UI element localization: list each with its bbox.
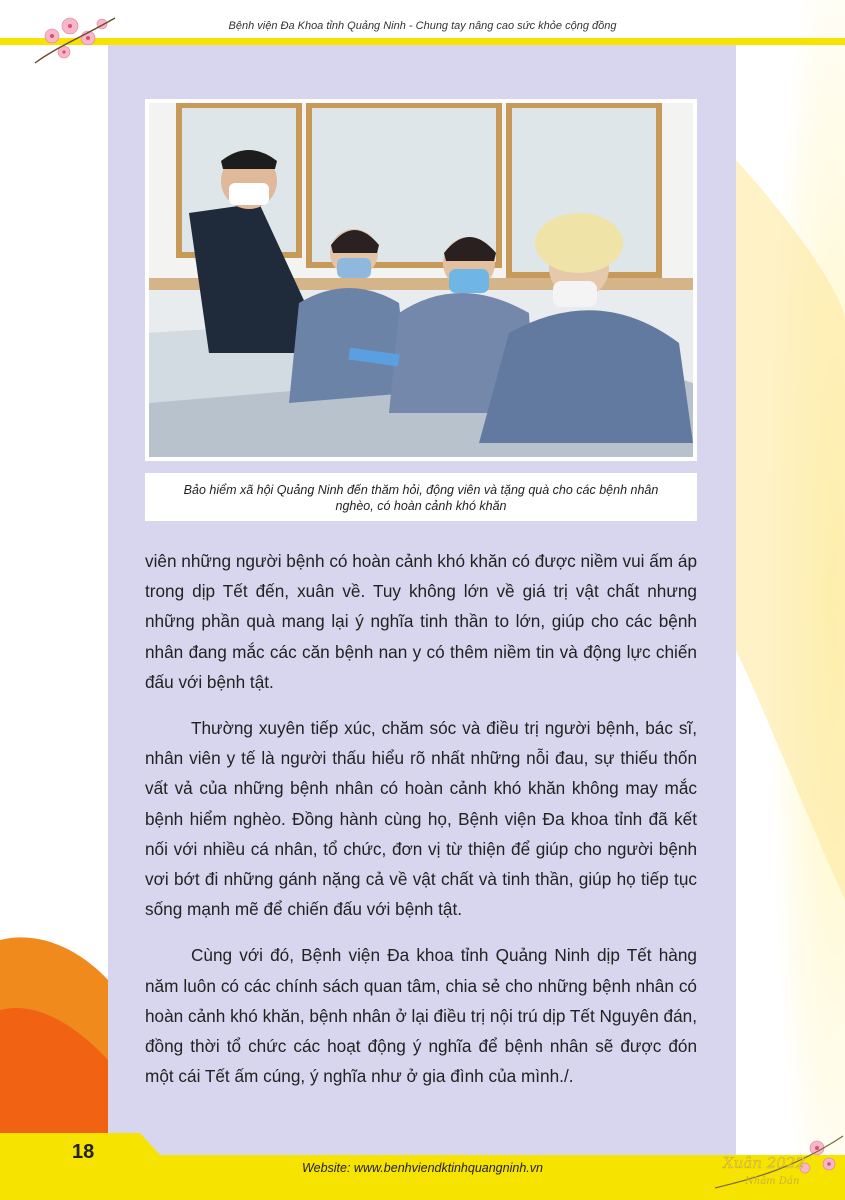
header-rule — [0, 38, 845, 45]
article-paragraph: Cùng với đó, Bệnh viện Đa khoa tỉnh Quảng Ninh dịp Tết hàng năm luôn có các chính sách quan tâm, chia sẻ cho những bệnh nhân có hoàn cảnh khó khăn, bệnh nhân ở lại điều trị nội trú dịp Tết Nguyên đán, đồng thời tổ chức các hoạt động ý nghĩa để bệnh nhân sẽ được đón một cái Tết ấm cúng, ý nghĩa như ở gia đình của mình./. — [145, 945, 697, 1087]
page-number: 18 — [72, 1141, 95, 1163]
header-title: Bệnh viện Đa Khoa tỉnh Quảng Ninh - Chung tay nâng cao sức khỏe cộng đồng — [228, 20, 617, 32]
article-photo — [145, 99, 697, 461]
tet-logo-icon — [705, 1128, 845, 1200]
svg-text:Nhâm Dần: Nhâm Dần — [745, 1176, 800, 1187]
article-body — [145, 546, 697, 1107]
article-paragraph: Thường xuyên tiếp xúc, chăm sóc và điều trị người bệnh, bác sĩ, nhân viên y tế là người thấu hiểu rõ nhất những nỗi đau, sự thiếu thốn vất vả của những bệnh nhân có hoàn cảnh khó khăn không may mắc bệnh hiểm nghèo. Đồng hành cùng họ, Bệnh viện Đa khoa tỉnh đã kết nối với nhiều cá nhân, tổ chức, đơn vị từ thiện để giúp cho người bệnh vơi bớt đi những gánh nặng cả về vật chất và tinh thần, giúp họ tiếp tục sống mạnh mẽ để chiến đấu với bệnh tật. — [145, 718, 697, 920]
blossom-icon — [30, 8, 120, 70]
website-link[interactable]: Website: www.benhviendktinhquangninh.vn — [302, 1161, 543, 1175]
svg-text:Xuân 2022: Xuân 2022 — [723, 1154, 805, 1172]
photo-caption: Bảo hiểm xã hội Quảng Ninh đến thăm hỏi, động viên và tặng quà cho các bệnh nhân nghèo, có hoàn cảnh khó khăn — [145, 473, 697, 521]
article-paragraph: viên những người bệnh có hoàn cảnh khó khăn có được niềm vui ấm áp trong dịp Tết đến, xuân về. Tuy không lớn về giá trị vật chất nhưng những phần quà mang lại ý nghĩa tinh thần to lớn, giúp cho các bệnh nhân đang mắc các căn bệnh nan y có thêm niềm tin và động lực chiến đấu với bệnh tật. — [145, 551, 698, 692]
